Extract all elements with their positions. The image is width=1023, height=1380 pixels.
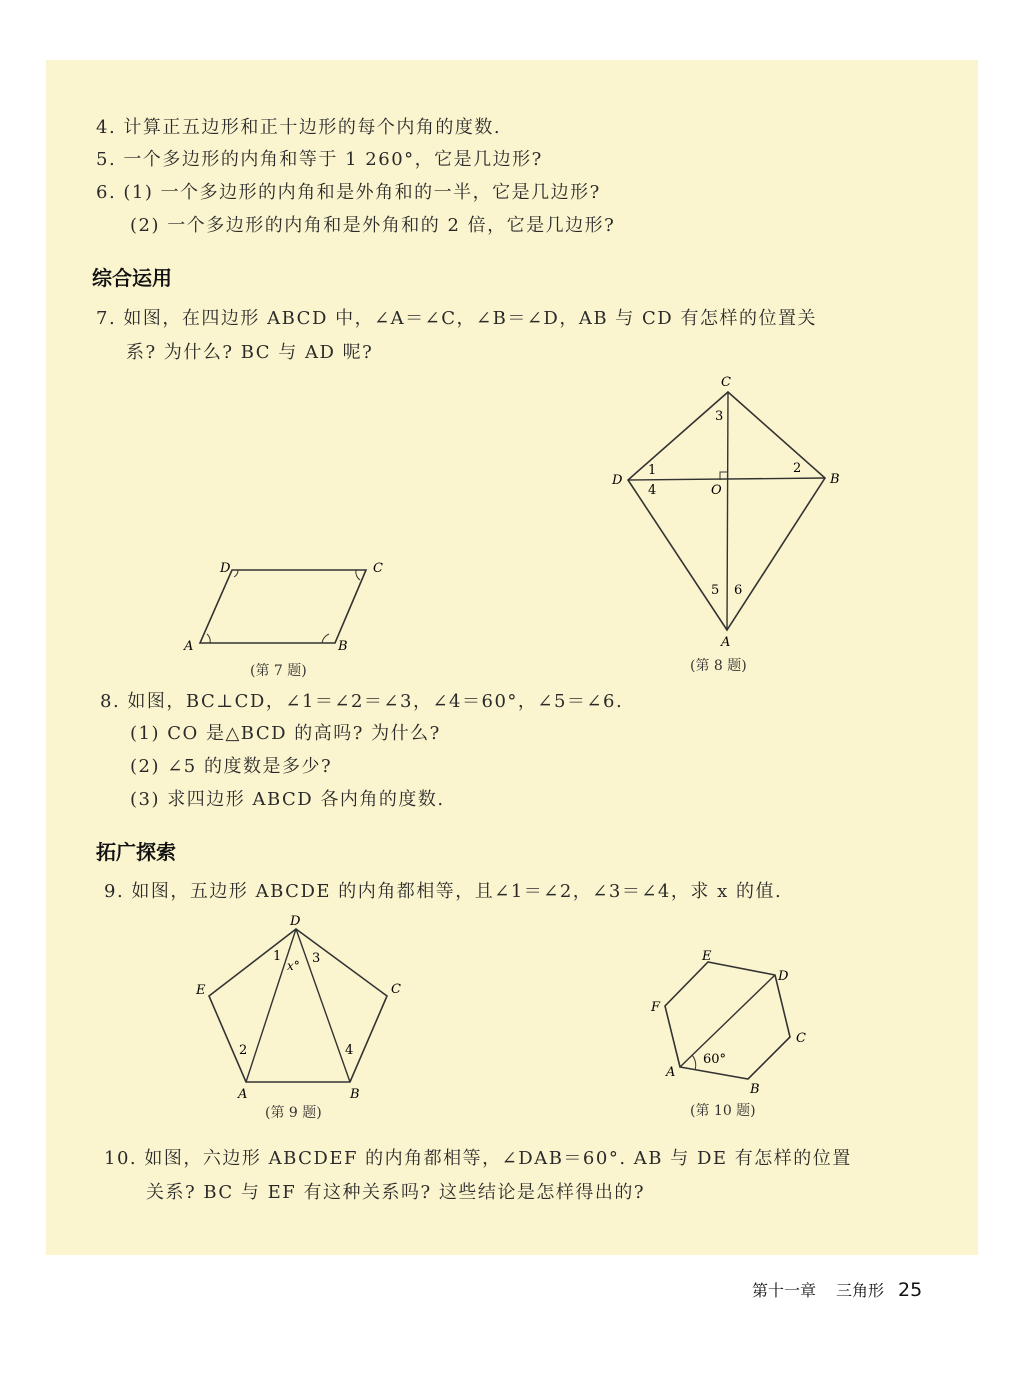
fig9-label-a: A	[238, 1087, 248, 1102]
figure-7-caption: (第 7 题)	[250, 663, 307, 679]
fig9-label-e: E	[196, 983, 206, 998]
footer-chapter: 第十一章	[752, 1281, 817, 1300]
exercise-5: 5. 一个多边形的内角和等于 1 260°，它是几边形?	[96, 149, 543, 170]
fig8-angle-5: 5	[711, 583, 720, 598]
fig7-label-a: A	[184, 639, 194, 654]
fig8-angle-4: 4	[648, 483, 657, 498]
figure-9-caption: (第 9 题)	[265, 1105, 322, 1121]
fig8-label-d: D	[612, 473, 623, 488]
figure-9-pentagon	[190, 912, 420, 1102]
exercise-8-part-2: (2) ∠5 的度数是多少?	[130, 756, 333, 777]
fig10-label-e: E	[702, 949, 712, 964]
fig8-label-b: B	[830, 472, 840, 487]
fig9-label-b: B	[350, 1087, 360, 1102]
figure-8-caption: (第 8 题)	[690, 658, 747, 674]
fig8-label-a: A	[721, 635, 731, 650]
exercise-10-line-2: 关系? BC 与 EF 有这种关系吗? 这些结论是怎样得出的?	[146, 1182, 646, 1203]
section-heading-explore: 拓广探索	[96, 840, 176, 864]
fig8-angle-1: 1	[648, 463, 657, 478]
fig8-angle-2: 2	[793, 461, 802, 476]
exercise-8-part-1: (1) CO 是△BCD 的高吗? 为什么?	[130, 723, 441, 744]
fig9-angle-1: 1	[273, 949, 282, 964]
exercise-4: 4. 计算正五边形和正十边形的每个内角的度数.	[96, 117, 502, 138]
exercise-8-line-1: 8. 如图，BC⊥CD，∠1＝∠2＝∠3，∠4＝60°，∠5＝∠6.	[100, 691, 624, 712]
exercise-6-part-1: 6. (1) 一个多边形的内角和是外角和的一半，它是几边形?	[96, 182, 601, 203]
fig10-label-d: D	[778, 969, 789, 984]
exercise-7-line-2: 系? 为什么? BC 与 AD 呢?	[126, 342, 374, 363]
exercise-7-line-1: 7. 如图，在四边形 ABCD 中，∠A＝∠C，∠B＝∠D，AB 与 CD 有怎样的位置关	[96, 308, 817, 329]
fig10-angle-60: 60°	[703, 1052, 727, 1067]
fig10-label-c: C	[796, 1031, 806, 1046]
footer-title: 三角形	[836, 1281, 885, 1300]
exercise-8-part-3: (3) 求四边形 ABCD 各内角的度数.	[130, 789, 445, 810]
figure-8-kite	[600, 370, 860, 660]
exercise-6-part-2: (2) 一个多边形的内角和是外角和的 2 倍，它是几边形?	[130, 215, 616, 236]
fig8-angle-6: 6	[734, 583, 743, 598]
exercise-10-line-1: 10. 如图，六边形 ABCDEF 的内角都相等，∠DAB＝60°. AB 与 DE 有怎样的位置	[104, 1148, 852, 1169]
fig7-label-d: D	[220, 561, 231, 576]
fig7-label-c: C	[373, 561, 383, 576]
fig8-angle-3: 3	[715, 409, 724, 424]
fig8-label-c: C	[721, 375, 731, 390]
fig7-label-b: B	[338, 639, 348, 654]
page-footer	[752, 1278, 922, 1301]
fig9-label-d: D	[290, 914, 301, 929]
figure-7-parallelogram	[170, 550, 410, 660]
section-heading-comprehensive: 综合运用	[92, 266, 172, 290]
exercise-9-line-1: 9. 如图，五边形 ABCDE 的内角都相等，且∠1＝∠2，∠3＝∠4，求 x 的值.	[104, 881, 783, 902]
figure-10-hexagon	[640, 940, 820, 1100]
fig10-label-b: B	[750, 1082, 760, 1097]
fig8-label-o: O	[711, 483, 722, 498]
fig9-angle-2: 2	[239, 1043, 248, 1058]
fig10-label-a: A	[666, 1065, 676, 1080]
fig9-label-c: C	[391, 982, 401, 997]
fig9-angle-4: 4	[345, 1043, 354, 1058]
figure-10-caption: (第 10 题)	[690, 1103, 756, 1119]
fig9-angle-x: x°	[287, 959, 300, 973]
fig9-angle-3: 3	[312, 951, 321, 966]
page-number: 25	[898, 1279, 923, 1301]
fig10-label-f: F	[651, 1000, 661, 1015]
